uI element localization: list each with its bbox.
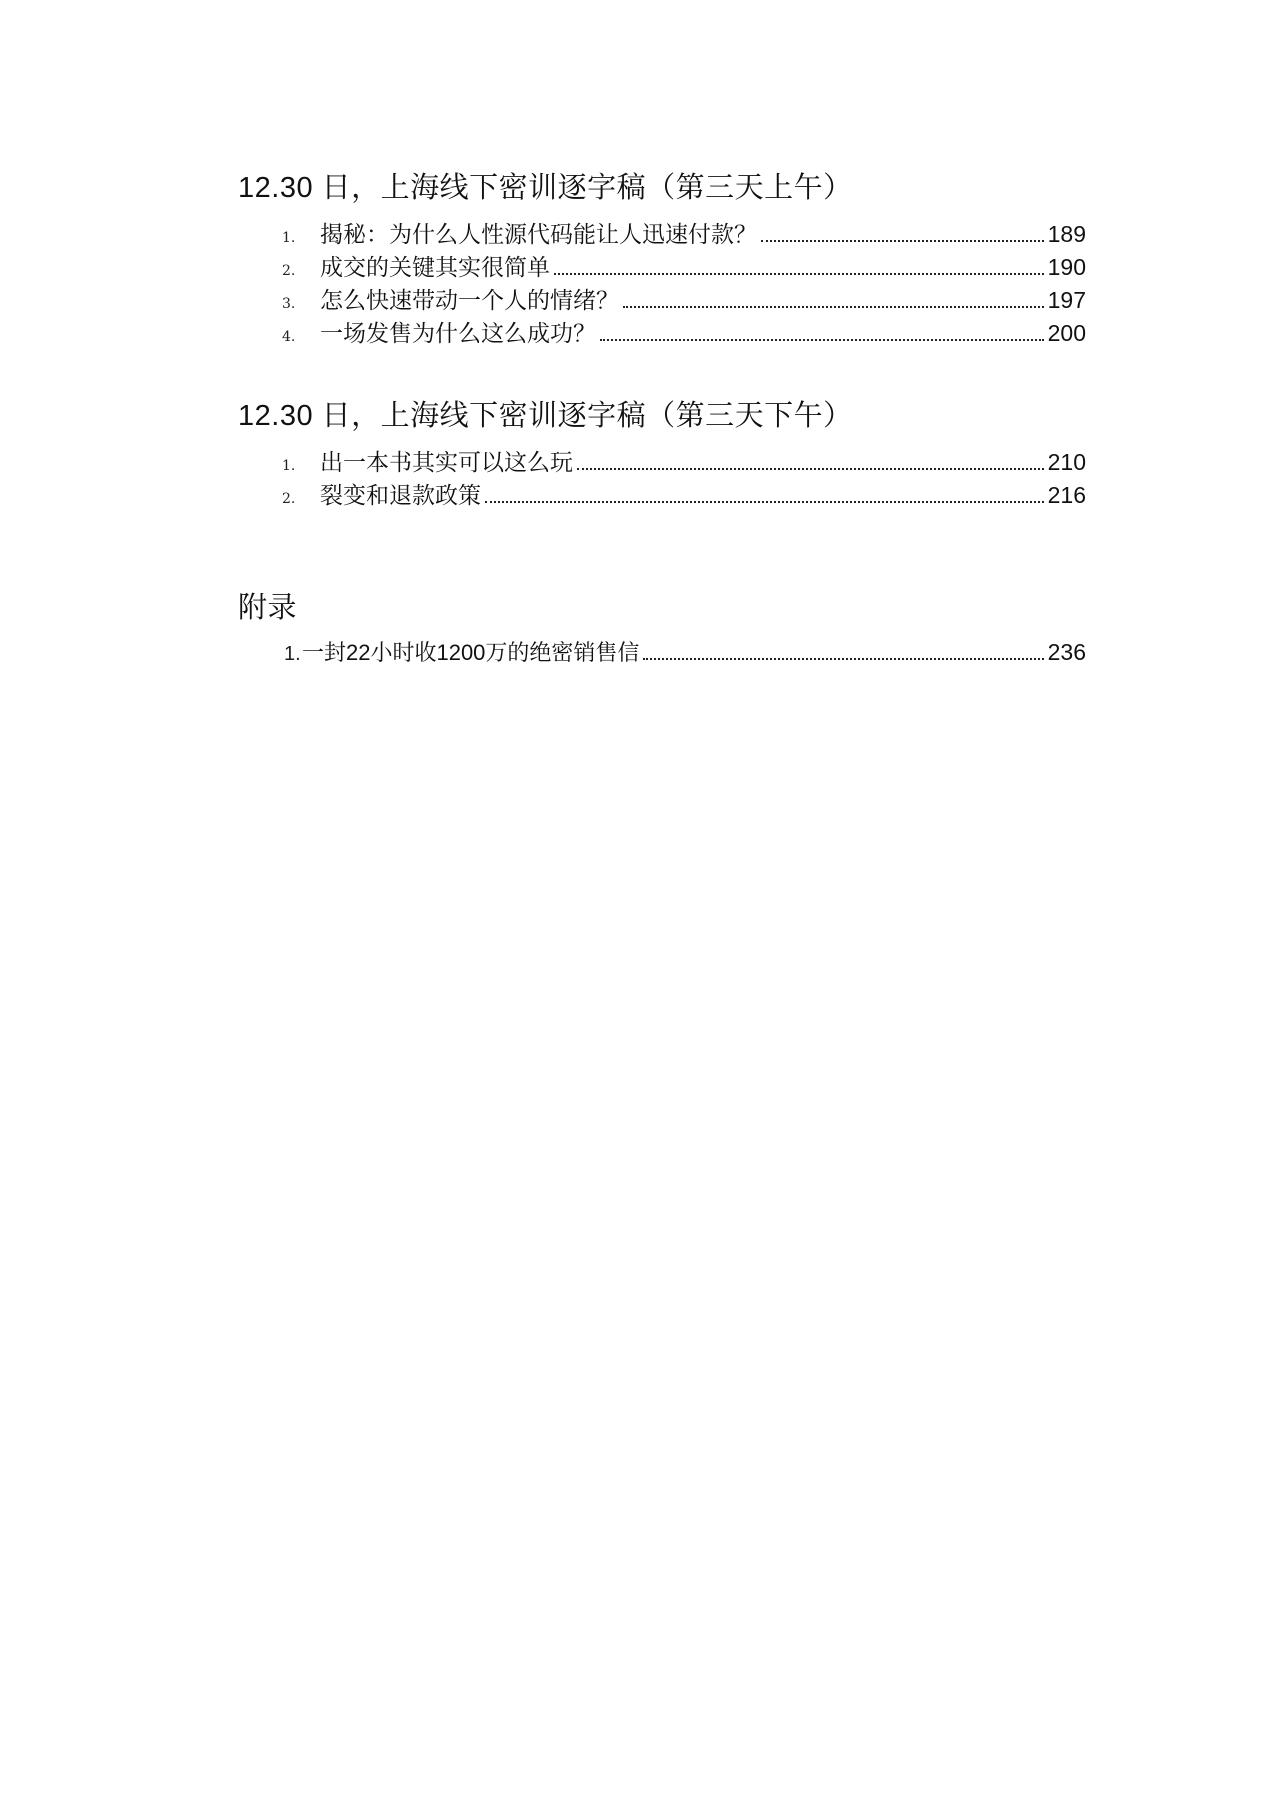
dot-leader (554, 273, 1044, 275)
toc-entry[interactable] (238, 282, 1086, 315)
toc-entry[interactable] (238, 315, 1086, 348)
toc-entry-number: 4. (282, 329, 296, 345)
dot-leader (485, 501, 1044, 503)
section-title: 12.30 日，上海线下密训逐字稿（第三天上午） (238, 172, 853, 204)
section-title: 12.30 日，上海线下密训逐字稿（第三天下午） (238, 400, 853, 432)
toc-list (238, 444, 1086, 510)
toc-entry-page: 189 (1047, 221, 1086, 247)
dot-leader (577, 468, 1044, 470)
toc-entry-number: 2. (282, 263, 296, 279)
toc-list (238, 216, 1086, 348)
toc-entry-number: 3. (282, 296, 296, 312)
toc-entry-title: 一封22小时收1200万的绝密销售信 (302, 640, 640, 665)
toc-entry-number: 1. (284, 643, 301, 665)
toc-entry-page: 200 (1047, 320, 1086, 346)
toc-entry-number: 1. (282, 458, 296, 474)
toc-entry[interactable] (238, 216, 1086, 249)
section-title: 附录 (238, 592, 298, 624)
toc-entry-title: 一场发售为什么这么成功？ (320, 321, 596, 347)
toc-entry-page: 197 (1047, 287, 1086, 313)
dot-leader (761, 240, 1044, 242)
toc-entry[interactable] (238, 477, 1086, 510)
toc-entry-title: 成交的关键其实很简单 (320, 255, 550, 281)
toc-entry-page: 216 (1047, 482, 1086, 508)
toc-entry-title: 裂变和退款政策 (320, 483, 481, 509)
toc-entry-title: 出一本书其实可以这么玩 (320, 450, 573, 476)
toc-entry-number: 2. (282, 491, 296, 507)
toc-section-appendix (238, 588, 1086, 669)
toc-entry-page: 190 (1047, 254, 1086, 280)
toc-entry[interactable] (238, 444, 1086, 477)
toc-section-day3-morning (238, 168, 1086, 348)
toc-list (238, 636, 1086, 669)
toc-entry-page: 236 (1047, 639, 1086, 665)
toc-entry-title: 揭秘：为什么人性源代码能让人迅速付款？ (320, 222, 757, 248)
toc-entry-page: 210 (1047, 449, 1086, 475)
toc-entry-number: 1. (282, 230, 296, 246)
toc-entry[interactable] (238, 636, 1086, 669)
dot-leader (623, 306, 1044, 308)
dot-leader (643, 658, 1043, 660)
dot-leader (600, 339, 1044, 341)
toc-entry-title: 怎么快速带动一个人的情绪？ (320, 288, 619, 314)
toc-entry[interactable] (238, 249, 1086, 282)
toc-section-day3-afternoon (238, 396, 1086, 510)
